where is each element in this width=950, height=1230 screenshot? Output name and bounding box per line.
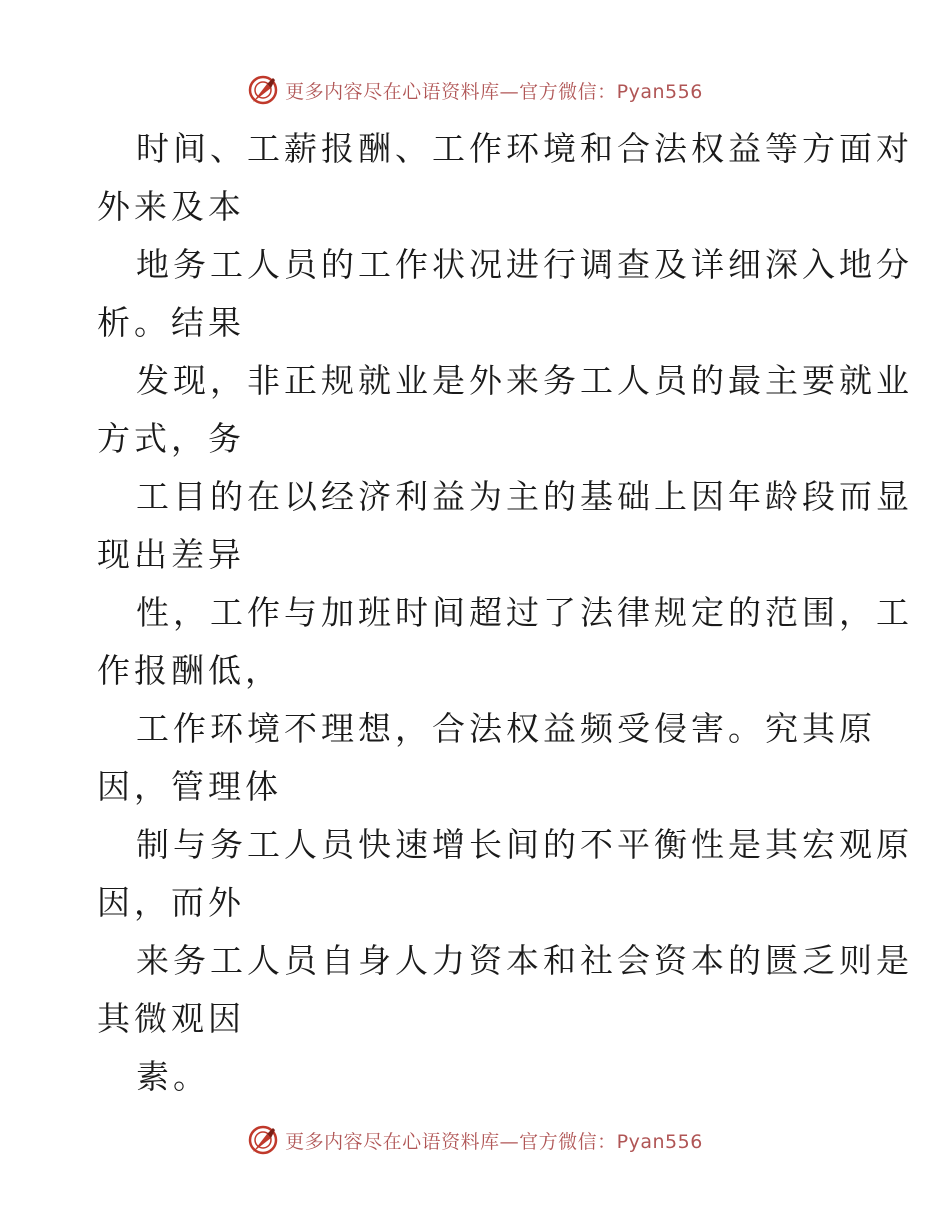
paragraph-line: 素。 [136,1057,210,1096]
paragraph-line: 制与务工人员快速增长间的不平衡性是其宏观原 [136,825,913,864]
paragraph-line: 时间、工薪报酬、工作环境和合法权益等方面对 [136,129,913,168]
paragraph-line-continuation: 因，而外 [97,883,245,922]
paragraph-line: 发现，非正规就业是外来务工人员的最主要就业 [136,361,913,400]
header-banner-content [247,74,703,106]
footer-banner [0,1120,950,1160]
pen-nib-logo-icon [247,74,279,106]
paragraph-line: 地务工人员的工作状况进行调查及详细深入地分 [136,245,913,284]
document-body [0,120,950,1106]
paragraph [0,352,950,468]
paragraph [0,584,950,700]
footer-banner-label: 更多内容尽在心语资料库—官方微信： [285,1130,617,1153]
paragraph-line: 工作环境不理想，合法权益频受侵害。究其原 [136,709,876,748]
paragraph-line-continuation: 现出差异 [97,535,245,574]
paragraph-line-continuation: 方式，务 [97,419,245,458]
paragraph [0,932,950,1048]
paragraph-line: 来务工人员自身人力资本和社会资本的匮乏则是 [136,941,913,980]
paragraph-line-continuation: 因，管理体 [97,767,282,806]
header-banner [0,70,950,110]
footer-banner-text [285,1127,703,1154]
header-banner-text [285,77,703,104]
header-banner-label: 更多内容尽在心语资料库—官方微信： [285,80,617,103]
paragraph-line: 性，工作与加班时间超过了法律规定的范围，工 [136,593,913,632]
pen-nib-logo-icon [247,1124,279,1156]
header-wechat-id: Pyan556 [616,80,703,103]
footer-wechat-id: Pyan556 [616,1130,703,1153]
paragraph [0,816,950,932]
paragraph-line-continuation: 外来及本 [97,187,245,226]
paragraph-line-continuation: 作报酬低， [97,651,282,690]
paragraph [0,1048,950,1106]
paragraph [0,700,950,816]
footer-banner-content [247,1124,703,1156]
paragraph-line: 工目的在以经济利益为主的基础上因年龄段而显 [136,477,913,516]
paragraph [0,236,950,352]
paragraph-line-continuation: 析。结果 [97,303,245,342]
paragraph [0,468,950,584]
paragraph-line-continuation: 其微观因 [97,999,245,1038]
paragraph [0,120,950,236]
